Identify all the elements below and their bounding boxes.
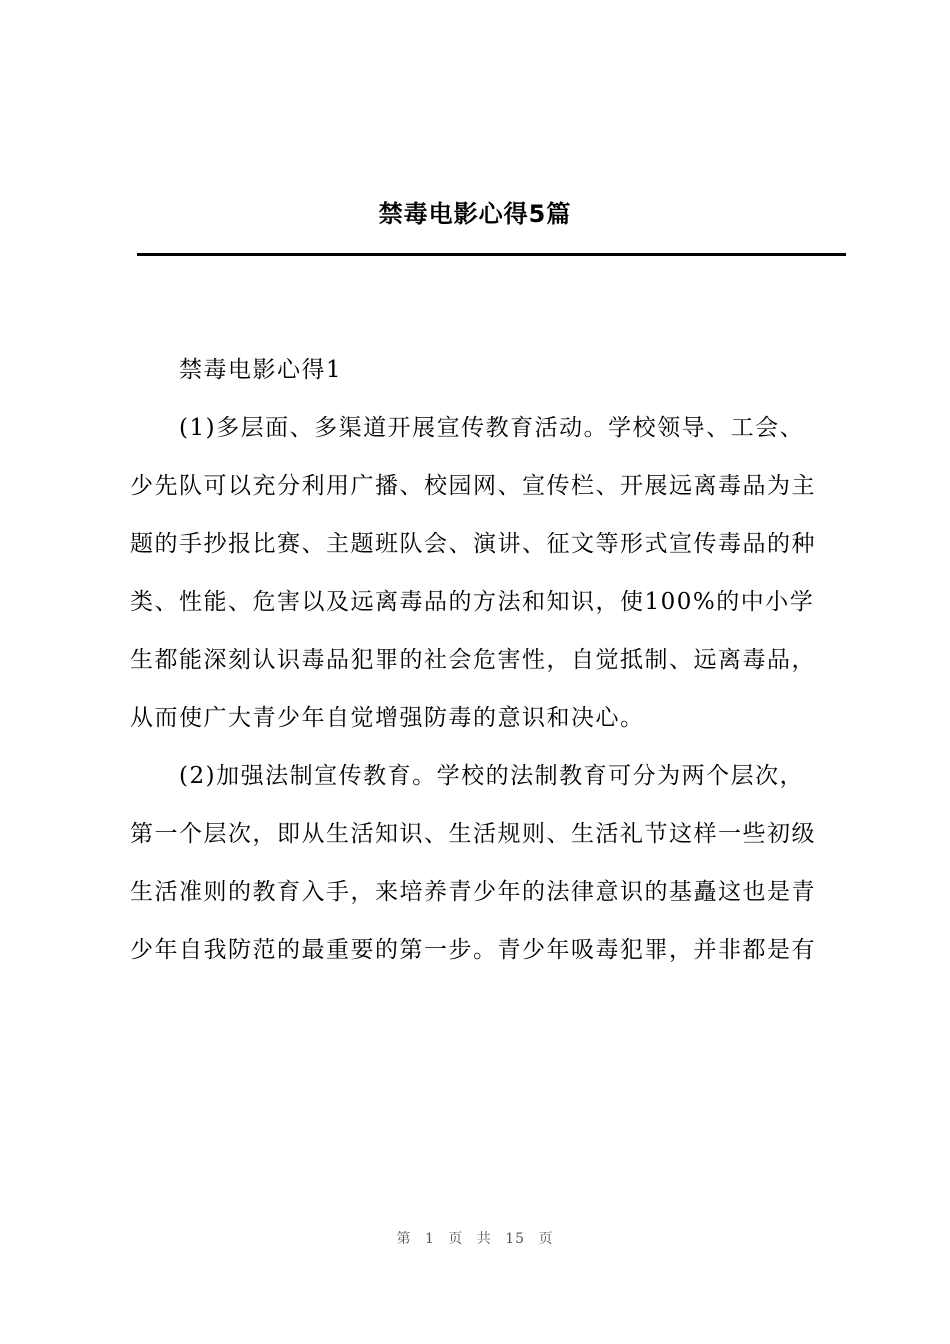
document-title: 禁毒电影心得5篇 [378, 200, 572, 228]
paragraph-2-line: 少年自我防范的最重要的第一步。青少年吸毒犯罪，并非都是有 [130, 937, 816, 963]
paragraph-2-line: (2)加强法制宣传教育。学校的法制教育可分为两个层次， [179, 763, 805, 789]
paragraph-1-line: 从而使广大青少年自觉增强防毒的意识和决心。 [130, 705, 645, 731]
section-heading: 禁毒电影心得1 [179, 357, 343, 383]
paragraph-1-line: 题的手抄报比赛、主题班队会、演讲、征文等形式宣传毒品的种 [130, 531, 816, 557]
page-number-footer: 第 1 页 共 15 页 [396, 1231, 554, 1247]
paragraph-2-line: 生活准则的教育入手，来培养青少年的法律意识的基矗这也是青 [130, 879, 816, 905]
title-underline [137, 253, 846, 256]
paragraph-1-line: 类、性能、危害以及远离毒品的方法和知识，使100%的中小学 [130, 589, 815, 615]
document-body [130, 341, 844, 979]
paragraph-1-line: 生都能深刻认识毒品犯罪的社会危害性，自觉抵制、远离毒品， [130, 647, 816, 673]
paragraph-1-line: (1)多层面、多渠道开展宣传教育活动。学校领导、工会、 [179, 415, 805, 441]
paragraph-1-line: 少先队可以充分利用广播、校园网、宣传栏、开展远离毒品为主 [130, 473, 816, 499]
paragraph-2-line: 第一个层次，即从生活知识、生活规则、生活礼节这样一些初级 [130, 821, 816, 847]
